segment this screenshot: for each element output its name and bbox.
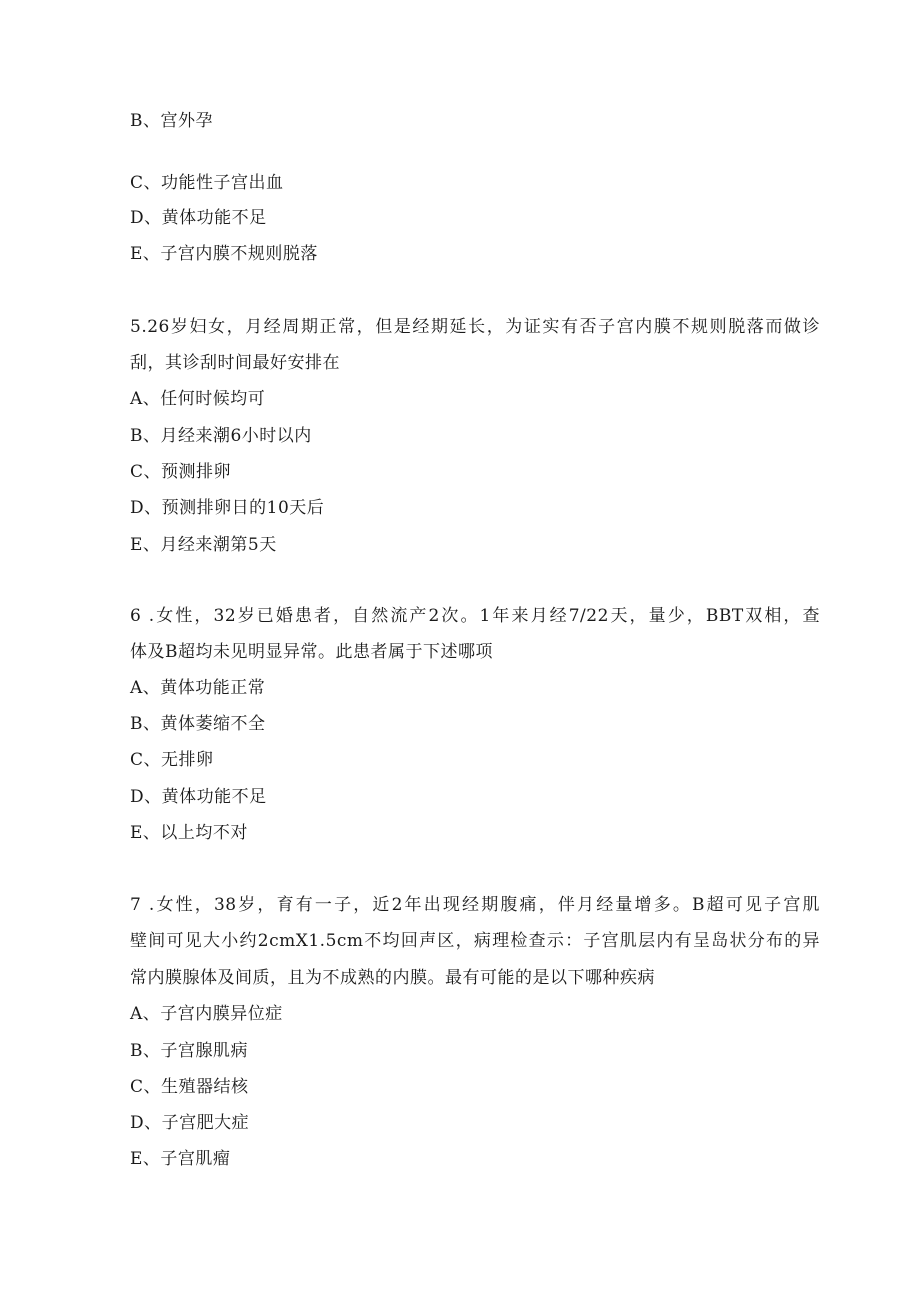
- q4-option-c: C、功能性子宫出血: [130, 173, 284, 193]
- q6-stem-line-2: 体及B超均未见明显异常。此患者属于下述哪项: [130, 642, 493, 662]
- q6-option-a: A、黄体功能正常: [130, 678, 266, 698]
- q4-option-b: B、宫外孕: [130, 111, 213, 131]
- q4-option-d: D、黄体功能不足: [130, 208, 267, 228]
- q7-stem-line-3: 常内膜腺体及间质，且为不成熟的内膜。最有可能的是以下哪种疾病: [130, 968, 655, 988]
- q7-stem-line-1: 7 .女性，38岁，育有一子，近2年出现经期腹痛，伴月经量增多。B超可见子宫肌: [130, 895, 820, 915]
- q5-option-a: A、任何时候均可: [130, 389, 266, 409]
- q5-option-b: B、月经来潮6小时以内: [130, 426, 312, 446]
- q6-option-c: C、无排卵: [130, 750, 214, 770]
- q6-stem-line-1: 6 .女性，32岁已婚患者，自然流产2次。1年来月经7/22天，量少，BBT双相，查: [130, 606, 820, 626]
- q5-option-e: E、月经来潮第5天: [130, 535, 277, 555]
- q5-option-c: C、预测排卵: [130, 462, 232, 482]
- q5-option-d: D、预测排卵日的10天后: [130, 498, 325, 518]
- q7-option-b: B、子宫腺肌病: [130, 1041, 248, 1061]
- q6-option-b: B、黄体萎缩不全: [130, 714, 266, 734]
- q7-option-e: E、子宫肌瘤: [130, 1149, 231, 1169]
- q7-stem-line-2: 壁间可见大小约2cmX1.5cm不均回声区，病理检查示：子宫肌层内有呈岛状分布的异: [130, 931, 820, 951]
- q4-option-e: E、子宫内膜不规则脱落: [130, 244, 318, 264]
- q5-stem-line-1: 5.26岁妇女，月经周期正常，但是经期延长，为证实有否子宫内膜不规则脱落而做诊: [130, 317, 820, 337]
- q6-option-e: E、以上均不对: [130, 823, 248, 843]
- q5-stem-line-2: 刮，其诊刮时间最好安排在: [130, 353, 340, 373]
- q7-option-a: A、子宫内膜异位症: [130, 1004, 283, 1024]
- q6-option-d: D、黄体功能不足: [130, 787, 267, 807]
- q7-option-c: C、生殖器结核: [130, 1077, 249, 1097]
- q7-option-d: D、子宫肥大症: [130, 1113, 250, 1133]
